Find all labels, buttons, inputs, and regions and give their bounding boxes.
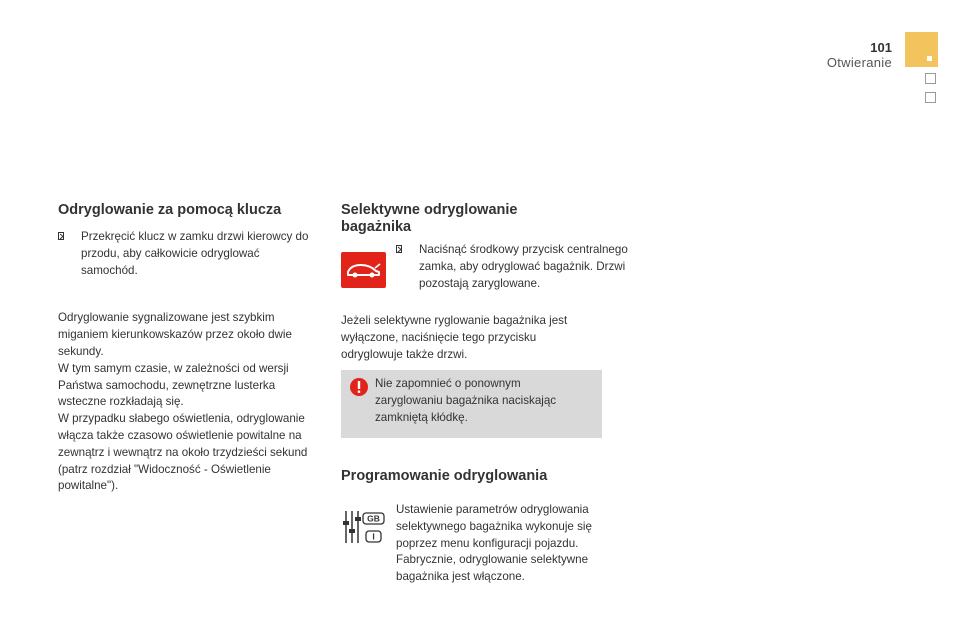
left-para-1: Odryglowanie sygnalizowane jest szybkim miganiem kierunkowskazów przez około dwie sekundy.: [58, 311, 292, 358]
programming-title: Programowanie odryglowania: [341, 468, 548, 484]
warning-icon: [349, 377, 369, 397]
right-bullet: [396, 242, 629, 292]
right-title-line-1: Selektywne odryglowanie: [341, 202, 518, 218]
programming-para-2: Fabrycznie, odryglowanie selektywne bagażnika jest włączone.: [396, 553, 589, 584]
tab-box-1: [925, 73, 936, 84]
gb-label: GB: [367, 513, 380, 524]
right-section-title: [341, 202, 603, 236]
warning-note: [341, 370, 602, 438]
car-unlock-button-icon: [341, 252, 386, 288]
left-section-title: Odryglowanie za pomocą klucza: [58, 202, 282, 218]
left-bullet-text: Przekręcić klucz w zamku drzwi kierowcy do przodu, aby całkowicie odryglować samochód.: [81, 230, 309, 277]
left-column: [58, 202, 316, 495]
right-column: [341, 202, 628, 584]
left-bullet: [58, 229, 316, 279]
left-para-2: W tym samym czasie, w zależności od wersji Państwa samochodu, zewnętrzne lusterka wsteczne rozkładają się.: [58, 361, 289, 409]
right-bullet-text: Naciśnąć środkowy przycisk centralnego zamka, aby odryglować bagażnik. Drzwi pozostają zaryglowane.: [419, 243, 628, 290]
bullet-arrow-icon: [58, 232, 66, 240]
right-title-line-2: bagażnika: [341, 219, 412, 235]
right-para: Jeżeli selektywne ryglowanie bagażnika jest wyłączone, naciśnięcie tego przycisku odryglowuje także drzwi.: [341, 314, 568, 361]
tab-box-2: [925, 92, 936, 103]
section-name: Otwieranie: [826, 55, 892, 70]
tab-dot: [927, 56, 932, 61]
left-para-3: W przypadku słabego oświetlenia, odryglowanie włącza także czasowo oświetlenie powitalne na zewnątrz i wewnątrz na około trzydzieści sekund (patrz rozdział "Widoczność - Oświetlenie powitalne").: [58, 412, 308, 493]
config-menu-icon: [341, 507, 387, 547]
warning-text: Nie zapomnieć o ponownym zaryglowaniu bagażnika naciskając zamkniętą kłódkę.: [375, 377, 557, 424]
section-tab: [905, 32, 938, 67]
bullet-arrow-icon: [396, 245, 404, 253]
page-number: 101: [870, 40, 892, 55]
programming-text: [396, 502, 606, 586]
programming-para-1: Ustawienie parametrów odryglowania selektywnego bagażnika wykonuje się poprzez menu konfiguracji pojazdu.: [396, 503, 592, 550]
i-label: I: [372, 531, 375, 542]
